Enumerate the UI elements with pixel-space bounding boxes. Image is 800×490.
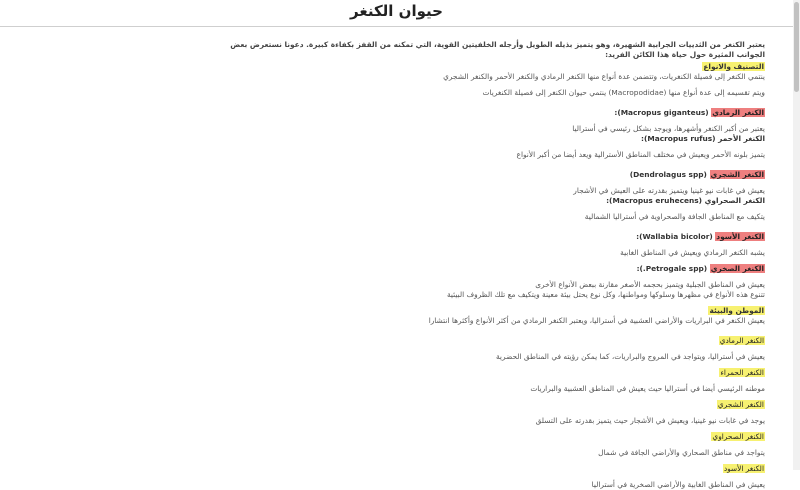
species-description: يتكيف مع المناطق الجافة والصحراوية في أستراليا الشمالية <box>584 212 765 221</box>
species-latin: (Macropus rufus): <box>641 134 719 143</box>
species-description: يعيش في المناطق الجبلية ويتميز بحجمه الأصغر مقارنة ببعض الأنواع الأخرى <box>535 280 765 289</box>
habitat-name: الكنغر الشجري <box>717 400 764 409</box>
species-latin: (Macropus giganteus): <box>614 108 712 117</box>
paragraph-line: يعيش الكنغر في البراريات والأراضي العشبية في أستراليا، ويعتبر الكنغر الرمادي من أكثر الأنواع وأكثرها انتشارا <box>428 316 765 325</box>
habitat-text: يعيش في أستراليا، ويتواجد في المروج والبراريات، كما يمكن رؤيته في المناطق الحضرية <box>495 352 765 361</box>
habitat-text: يتواجد في مناطق الصحاري والأراضي الجافة في شمال <box>598 448 765 457</box>
species-description: يعتبر من أكبر الكنغر وأشهرها، ويوجد بشكل رئيسي في أستراليا <box>572 124 765 133</box>
species-description: يتميز بلونه الأحمر ويعيش في مختلف المناطق الأسترالية ويعد أيضا من أكبر الأنواع <box>516 150 765 159</box>
section-heading-habitat: الموطن والبيئة <box>709 306 764 315</box>
habitat-text: يعيش في المناطق الغابية والأراضي الصخرية في أستراليا <box>591 480 765 489</box>
species-heading <box>20 108 765 118</box>
species-latin: (Macropus eruhecens): <box>606 196 705 205</box>
habitat-text: موطنه الرئيسي أيضا في أستراليا حيث يعيش في المناطق العشبية والبراريات <box>530 384 765 393</box>
species-heading <box>20 196 765 206</box>
species-latin: (Petrogale spp.): <box>636 264 710 273</box>
species-heading <box>20 232 765 242</box>
intro-paragraph <box>20 40 765 60</box>
page-title: حيوان الكنغر <box>350 2 443 20</box>
species-heading <box>20 170 765 180</box>
species-description: يعيش في غابات نيو غينيا ويتميز بقدرته على العيش في الأشجار <box>573 186 765 195</box>
section-heading-types: التصنيف والانواع <box>703 62 764 71</box>
habitat-name: الكنغر الأسود <box>723 464 764 473</box>
species-description: يشبه الكنغر الرمادي ويعيش في المناطق الغابية <box>620 248 765 257</box>
paragraph-line: ينتمي الكنغر إلى فصيلة الكنغريات، وتتضمن عدة أنواع منها الكنغر الرمادي والكنغر الأحمر والكنغر الشجري <box>443 72 765 81</box>
vertical-scrollbar[interactable] <box>793 0 800 470</box>
species-name: الكنغر الشجري <box>710 170 764 179</box>
document-body <box>20 40 765 490</box>
habitat-name: الكنغر الصحراوي <box>712 432 764 441</box>
paragraph-line: ويتم تقسيمه إلى عدة أنواع منها (Macropodidae) ينتمي حيوان الكنغر إلى فصيلة الكنغريات <box>482 88 765 97</box>
intro-line: يعتبر الكنغر من الثدييات الجرابية الشهيرة، وهو يتميز بذيله الطويل وأرجله الخلفيتين القوية، التي تمكنه من القفز بكفاءة كبيرة. دعونا نستعرض بعض <box>230 40 765 49</box>
species-heading <box>20 134 765 144</box>
species-name: الكنغر الأسود <box>716 232 764 241</box>
species-description: تتنوع هذه الأنواع في مظهرها وسلوكها ومواطنها، وكل نوع يحتل بيئة معينة ويتكيف مع تلك الظروف البيئية <box>446 290 765 299</box>
species-name: الكنغر الصخري <box>710 264 764 273</box>
species-latin: (Wallabia bicolor): <box>636 232 716 241</box>
habitat-name: الكنغر الرمادي <box>719 336 764 345</box>
habitat-name: الكنغر الحمراء <box>720 368 764 377</box>
title-bar <box>0 0 793 27</box>
species-name: الكنغر الرمادي <box>712 108 764 117</box>
intro-line: الجوانب المثيرة حول حياة هذا الكائن الفريد: <box>605 50 765 59</box>
species-heading <box>20 264 765 274</box>
habitat-text: يوجد في غابات نيو غينيا، ويعيش في الأشجار حيث يتميز بقدرته على التسلق <box>535 416 765 425</box>
scrollbar-thumb[interactable] <box>794 2 799 92</box>
species-latin: (Dendrolagus spp) <box>629 170 710 179</box>
species-name: الكنغر الأحمر <box>718 134 765 143</box>
species-name: الكنغر الصحراوي <box>704 196 765 205</box>
